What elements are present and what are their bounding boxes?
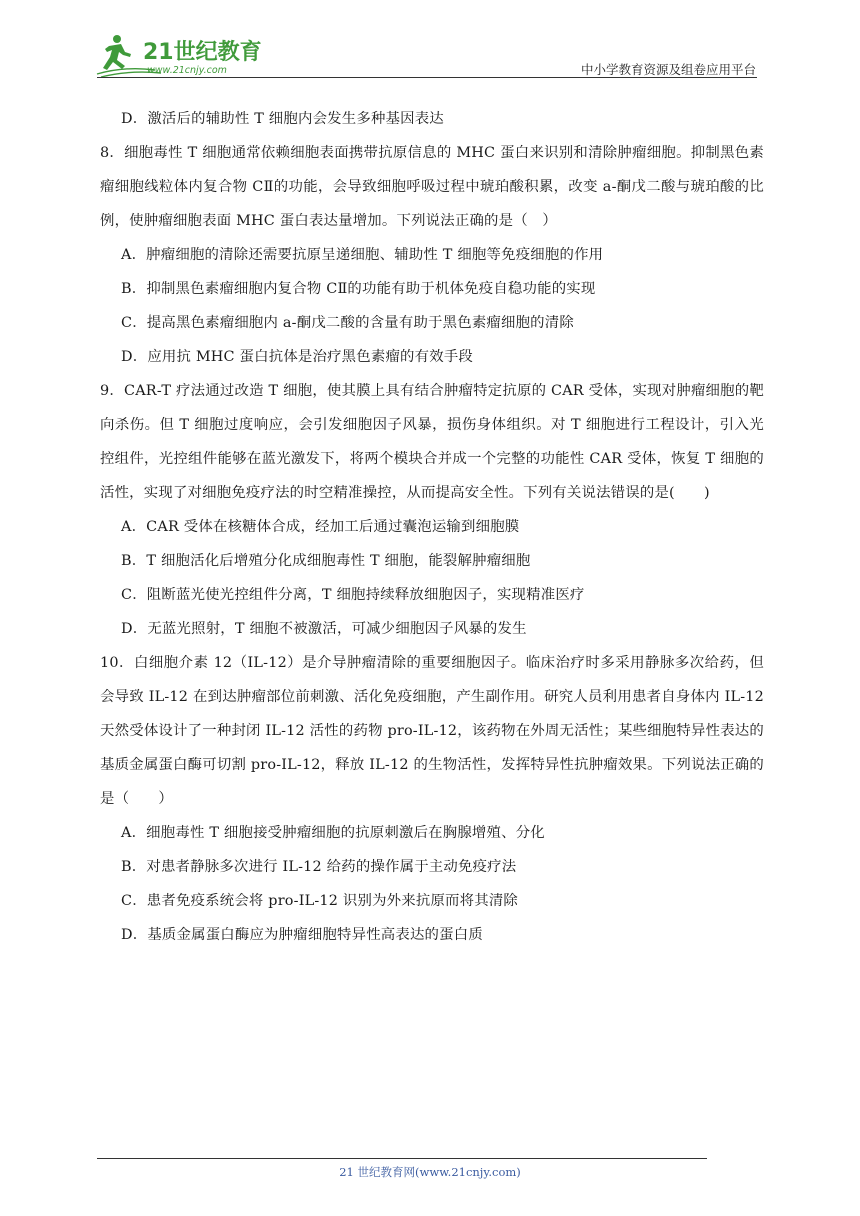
q10-option-b: B．对患者静脉多次进行 IL-12 给药的操作属于主动免疫疗法 bbox=[121, 859, 517, 875]
q8-option-b: B．抑制黑色素瘤细胞内复合物 CⅡ的功能有助于机体免疫自稳功能的实现 bbox=[121, 281, 596, 297]
site-logo bbox=[95, 30, 265, 78]
q8-option-d: D．应用抗 MHC 蛋白抗体是治疗黑色素瘤的有效手段 bbox=[121, 349, 473, 365]
q9-option-a: A．CAR 受体在核糖体合成，经加工后通过囊泡运输到细胞膜 bbox=[121, 519, 520, 535]
page-header bbox=[0, 0, 860, 82]
q10-option-d: D．基质金属蛋白酶应为肿瘤细胞特异性高表达的蛋白质 bbox=[121, 927, 483, 943]
q8-option-c: C．提高黑色素瘤细胞内 a-酮戊二酸的含量有助于黑色素瘤细胞的清除 bbox=[121, 315, 574, 331]
q7-option-d: D．激活后的辅助性 T 细胞内会发生多种基因表达 bbox=[121, 111, 444, 127]
q9-option-c: C．阻断蓝光使光控组件分离，T 细胞持续释放细胞因子，实现精准医疗 bbox=[121, 587, 585, 603]
logo-text: 21世纪教育 bbox=[143, 40, 262, 65]
q10-option-a: A．细胞毒性 T 细胞接受肿瘤细胞的抗原刺激后在胸腺增殖、分化 bbox=[121, 825, 545, 841]
q9-option-d: D．无蓝光照射，T 细胞不被激活，可减少细胞因子风暴的发生 bbox=[121, 621, 527, 637]
runner-icon bbox=[103, 35, 131, 70]
q9-option-b: B．T 细胞活化后增殖分化成细胞毒性 T 细胞，能裂解肿瘤细胞 bbox=[121, 553, 531, 569]
q9-stem: 9．CAR-T 疗法通过改造 T 细胞，使其膜上具有结合肿瘤特定抗原的 CAR 受体，实现对肿瘤细胞的靶向杀伤。但 T 细胞过度响应，会引发细胞因子风暴，损伤身体组织。对 T 细胞进行工程设计，引入光控组件，光控组件能够在蓝光激发下，将两个模块合并成一个完整的功能性 CAR 受体，恢复 T 细胞的活性，实现了对细胞免疫疗法的时空精准操控，从而提高安全性。下列有关说法错误的是( ) bbox=[100, 383, 764, 501]
footer-link[interactable]: 21 世纪教育网(www.21cnjy.com) bbox=[339, 1165, 521, 1179]
footer-divider bbox=[97, 1158, 707, 1159]
question-content bbox=[100, 102, 764, 952]
platform-name: 中小学教育资源及组卷应用平台 bbox=[580, 62, 756, 77]
q10-stem: 10．白细胞介素 12（IL-12）是介导肿瘤清除的重要细胞因子。临床治疗时多采用静脉多次给药，但会导致 IL-12 在到达肿瘤部位前刺激、活化免疫细胞，产生副作用。研究人员利用患者自身体内 IL-12 天然受体设计了一种封闭 IL-12 活性的药物 pro-IL-12，该药物在外周无活性；某些细胞特异性表达的基质金属蛋白酶可切割 pro-IL-12，释放 IL-12 的生物活性，发挥特异性抗肿瘤效果。下列说法正确的是（ ） bbox=[100, 655, 764, 807]
q8-option-a: A．肿瘤细胞的清除还需要抗原呈递细胞、辅助性 T 细胞等免疫细胞的作用 bbox=[121, 247, 604, 263]
q10-option-c: C．患者免疫系统会将 pro-IL-12 识别为外来抗原而将其清除 bbox=[121, 893, 518, 909]
q8-stem: 8．细胞毒性 T 细胞通常依赖细胞表面携带抗原信息的 MHC 蛋白来识别和清除肿瘤细胞。抑制黑色素瘤细胞线粒体内复合物 CⅡ的功能，会导致细胞呼吸过程中琥珀酸积累，改变 a-酮戊二酸与琥珀酸的比例，使肿瘤细胞表面 MHC 蛋白表达量增加。下列说法正确的是（ ） bbox=[100, 145, 764, 229]
logo-subtext: www.21cnjy.com bbox=[147, 65, 227, 76]
header-divider bbox=[97, 77, 757, 78]
